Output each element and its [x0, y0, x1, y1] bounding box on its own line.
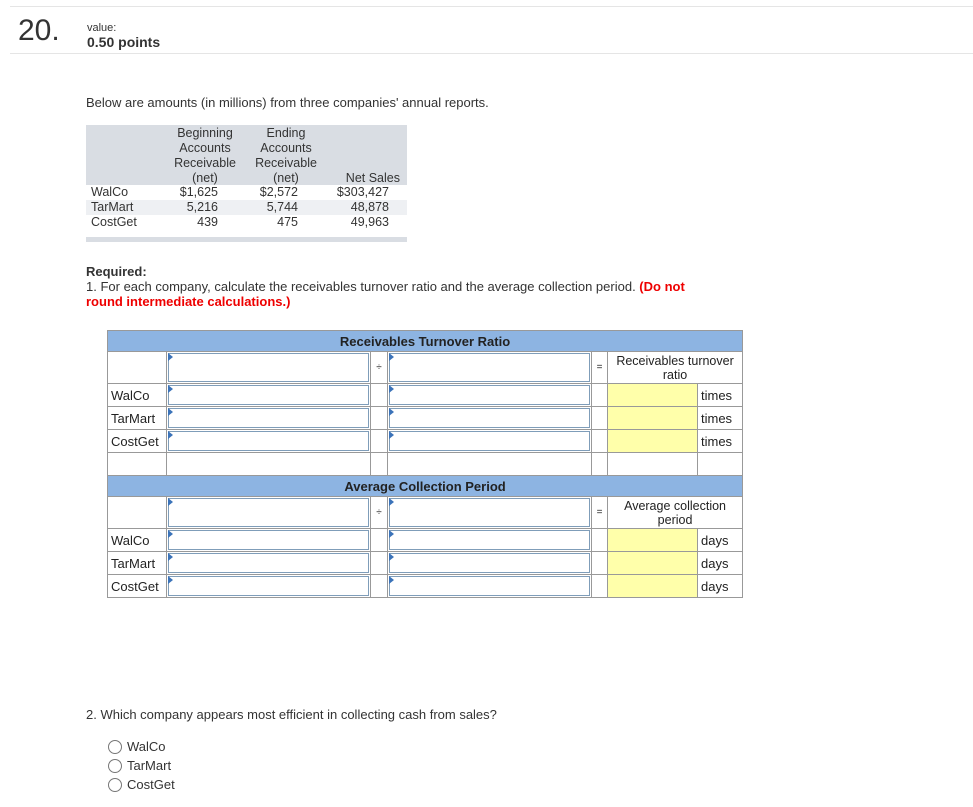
divide-symbol: ÷ — [371, 497, 388, 529]
radio-walco[interactable] — [108, 740, 122, 754]
header-divider — [10, 53, 973, 54]
row-ending: 5,744 — [266, 200, 298, 214]
company-data-table — [86, 125, 407, 242]
collection-row-label: TarMart — [108, 552, 167, 575]
collection-walco-result — [608, 529, 698, 552]
collection-numerator-header-input[interactable] — [168, 498, 369, 527]
turnover-costget-denominator-input[interactable] — [389, 431, 590, 451]
collection-walco-numerator-input[interactable] — [168, 530, 369, 550]
points-value: 0.50 points — [87, 34, 161, 50]
turnover-walco-numerator-input[interactable] — [168, 385, 369, 405]
row-ending: $2,572 — [259, 185, 298, 199]
collection-costget-denominator-input[interactable] — [389, 576, 590, 596]
turnover-costget-result — [608, 430, 698, 453]
turnover-denominator-header-input[interactable] — [389, 353, 590, 382]
required-title: Required: — [86, 264, 147, 279]
radio-label[interactable]: CostGet — [127, 777, 175, 792]
radio-label[interactable]: TarMart — [127, 758, 172, 773]
turnover-unit: times — [698, 407, 743, 430]
turnover-title: Receivables Turnover Ratio — [108, 331, 743, 352]
turnover-row-label: WalCo — [108, 384, 167, 407]
question-number: 20. — [18, 14, 60, 47]
collection-tarmart-result — [608, 552, 698, 575]
radio-tarmart[interactable] — [108, 759, 122, 773]
header-net-sales: Net Sales — [345, 171, 400, 185]
intro-text: Below are amounts (in millions) from three companies' annual reports. — [86, 95, 489, 110]
turnover-tarmart-numerator-input[interactable] — [168, 408, 369, 428]
row-sales: 49,963 — [350, 215, 389, 229]
row-company: TarMart — [91, 200, 134, 214]
turnover-worksheet — [107, 330, 743, 598]
collection-unit: days — [698, 552, 743, 575]
question-2-text: 2. Which company appears most efficient in collecting cash from sales? — [86, 707, 497, 722]
radio-label[interactable]: WalCo — [127, 739, 166, 754]
collection-row-label: CostGet — [108, 575, 167, 598]
collection-title: Average Collection Period — [108, 476, 743, 497]
collection-walco-denominator-input[interactable] — [389, 530, 590, 550]
header-ending-ar: Ending Accounts Receivable (net) — [255, 126, 317, 185]
turnover-walco-denominator-input[interactable] — [389, 385, 590, 405]
turnover-row-label: CostGet — [108, 430, 167, 453]
value-label: value: — [87, 22, 117, 34]
row-sales: 48,878 — [350, 200, 389, 214]
turnover-walco-result — [608, 384, 698, 407]
collection-result-header: Average collection period — [608, 497, 743, 529]
collection-costget-numerator-input[interactable] — [168, 576, 369, 596]
required-item-1: 1. For each company, calculate the receivables turnover ratio and the average collection period. (Do not round intermediate calculations.) — [86, 279, 685, 309]
row-beginning: 5,216 — [186, 200, 218, 214]
collection-denominator-header-input[interactable] — [389, 498, 590, 527]
row-ending: 475 — [277, 215, 298, 229]
divide-symbol: ÷ — [371, 352, 388, 384]
row-beginning: 439 — [197, 215, 218, 229]
data-table-footer — [86, 237, 407, 242]
turnover-row-label: TarMart — [108, 407, 167, 430]
row-company: CostGet — [91, 215, 137, 229]
turnover-costget-numerator-input[interactable] — [168, 431, 369, 451]
collection-costget-result — [608, 575, 698, 598]
collection-unit: days — [698, 575, 743, 598]
turnover-unit: times — [698, 384, 743, 407]
turnover-result-header: Receivables turnover ratio — [608, 352, 743, 384]
radio-costget[interactable] — [108, 778, 122, 792]
row-company: WalCo — [91, 185, 129, 199]
top-divider — [10, 6, 973, 7]
rounding-note: (Do not round intermediate calculations.) — [86, 279, 685, 309]
equals-symbol: = — [592, 497, 608, 529]
header-beginning-ar: Beginning Accounts Receivable (net) — [174, 126, 236, 185]
row-beginning: $1,625 — [179, 185, 218, 199]
collection-row-label: WalCo — [108, 529, 167, 552]
equals-symbol: = — [592, 352, 608, 384]
turnover-tarmart-result — [608, 407, 698, 430]
collection-tarmart-numerator-input[interactable] — [168, 553, 369, 573]
turnover-tarmart-denominator-input[interactable] — [389, 408, 590, 428]
row-sales: $303,427 — [336, 185, 389, 199]
collection-tarmart-denominator-input[interactable] — [389, 553, 590, 573]
turnover-numerator-header-input[interactable] — [168, 353, 369, 382]
collection-unit: days — [698, 529, 743, 552]
turnover-unit: times — [698, 430, 743, 453]
